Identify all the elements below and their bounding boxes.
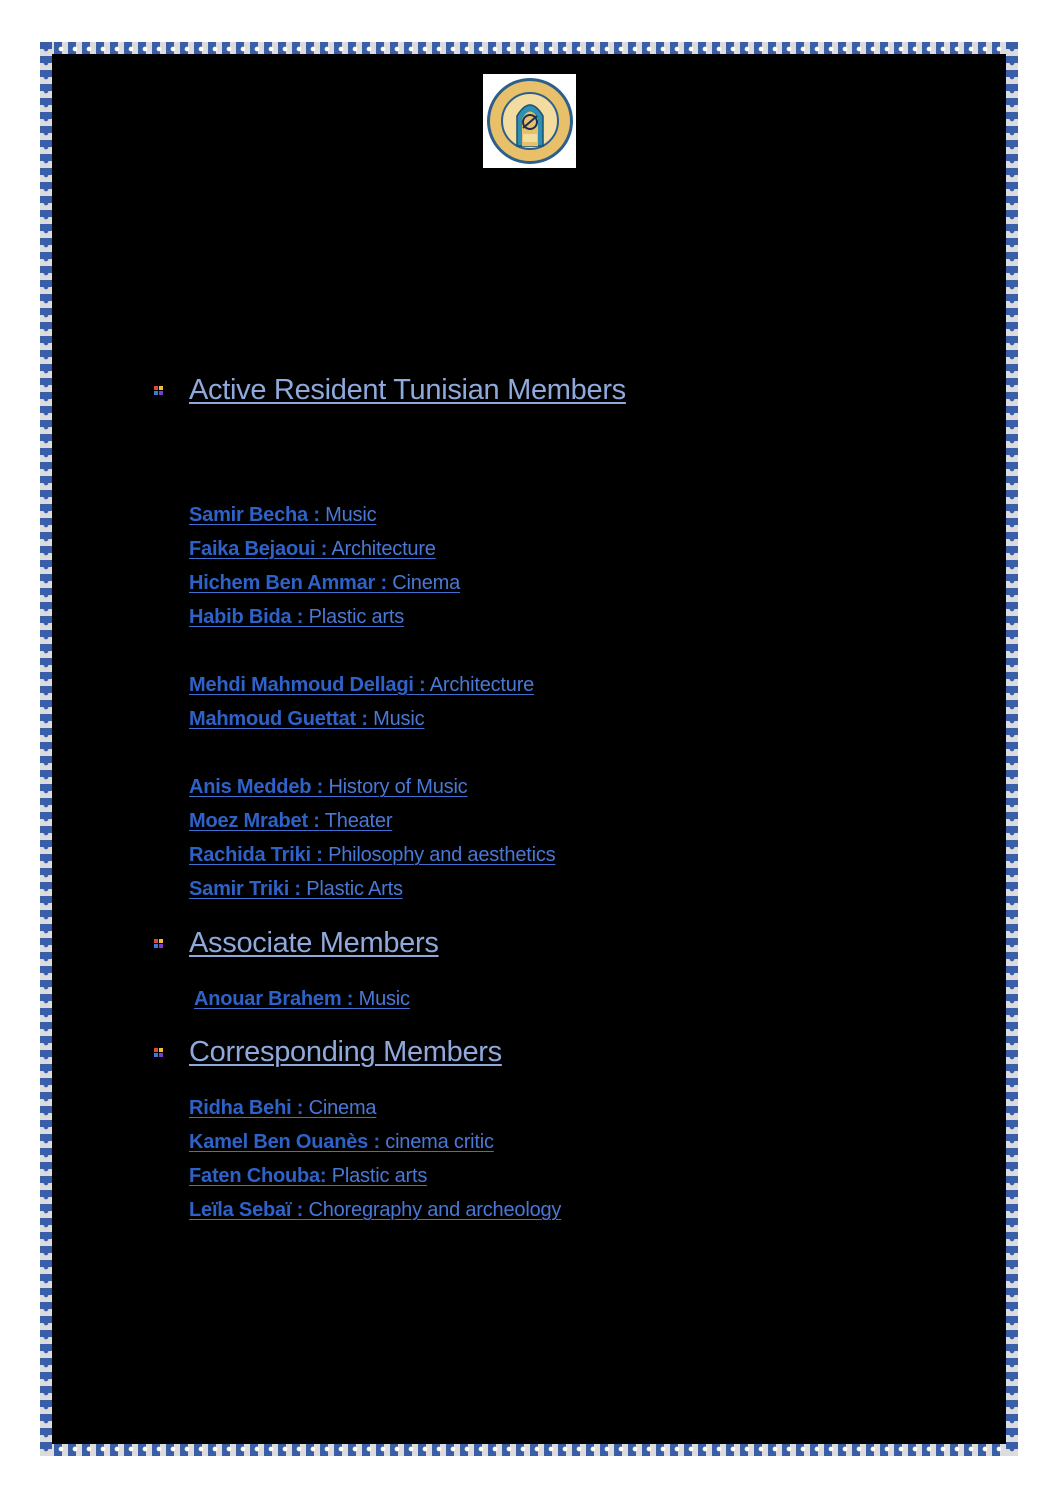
member-field: Cinema [308, 1097, 377, 1119]
member-item[interactable] [189, 1125, 914, 1159]
member-name: Rachida Triki : [189, 844, 323, 866]
member-name: Faten Chouba: [189, 1165, 327, 1187]
member-field: Plastic arts [308, 606, 405, 628]
border-left [40, 42, 52, 1456]
seal-icon [485, 76, 575, 166]
member-field: Plastic Arts [306, 878, 403, 900]
member-item[interactable] [189, 872, 914, 906]
member-item[interactable] [189, 566, 914, 600]
member-name: Faika Bejaoui : [189, 538, 328, 560]
member-item[interactable] [189, 804, 914, 838]
member-field: History of Music [328, 776, 468, 798]
member-field: cinema critic [385, 1131, 494, 1153]
section-associate-members [154, 927, 914, 1016]
member-name: Moez Mrabet : [189, 810, 320, 832]
member-item[interactable] [189, 498, 914, 532]
border-right [1006, 42, 1018, 1456]
academy-seal-logo [483, 74, 576, 168]
member-item[interactable] [189, 1159, 914, 1193]
member-item[interactable] [189, 600, 914, 634]
section-heading[interactable]: Corresponding Members [189, 1036, 502, 1068]
member-name: Hichem Ben Ammar : [189, 572, 387, 594]
member-name: Samir Becha : [189, 504, 320, 526]
member-name: Leïla Sebaï : [189, 1199, 304, 1221]
member-field: Music [325, 504, 377, 526]
colored-square-bullet-icon [154, 1048, 164, 1058]
section-active-members [154, 374, 914, 407]
member-name: Anis Meddeb : [189, 776, 324, 798]
section-corresponding-members [154, 1036, 914, 1227]
member-item[interactable] [194, 982, 914, 1016]
member-field: Theater [324, 810, 393, 832]
member-field: Philosophy and aesthetics [328, 844, 556, 866]
member-item[interactable] [189, 838, 914, 872]
member-name: Kamel Ben Ouanès : [189, 1131, 380, 1153]
section-heading[interactable]: Associate Members [189, 927, 439, 959]
list-spacer [189, 634, 914, 668]
member-name: Habib Bida : [189, 606, 304, 628]
member-field: Architecture [331, 538, 436, 560]
member-field: Choregraphy and archeology [308, 1199, 562, 1221]
colored-square-bullet-icon [154, 939, 164, 949]
member-item[interactable] [189, 1091, 914, 1125]
section-header [154, 374, 914, 407]
member-field: Music [358, 988, 410, 1010]
member-field: Plastic arts [331, 1165, 428, 1187]
member-name: Ridha Behi : [189, 1097, 304, 1119]
member-field: Architecture [429, 674, 535, 696]
member-name: Mahmoud Guettat : [189, 708, 368, 730]
section-header [154, 927, 914, 960]
member-field: Cinema [392, 572, 461, 594]
colored-square-bullet-icon [154, 386, 164, 396]
section-header [154, 1036, 914, 1069]
member-name: Anouar Brahem : [194, 988, 354, 1010]
member-item[interactable] [189, 1193, 914, 1227]
member-name: Mehdi Mahmoud Dellagi : [189, 674, 426, 696]
active-members-list-1 [154, 498, 914, 906]
member-item[interactable] [189, 532, 914, 566]
member-name: Samir Triki : [189, 878, 301, 900]
list-spacer [189, 736, 914, 770]
member-item[interactable] [189, 668, 914, 702]
section-heading[interactable]: Active Resident Tunisian Members [189, 374, 626, 406]
member-item[interactable] [189, 770, 914, 804]
member-item[interactable] [189, 702, 914, 736]
member-field: Music [373, 708, 425, 730]
